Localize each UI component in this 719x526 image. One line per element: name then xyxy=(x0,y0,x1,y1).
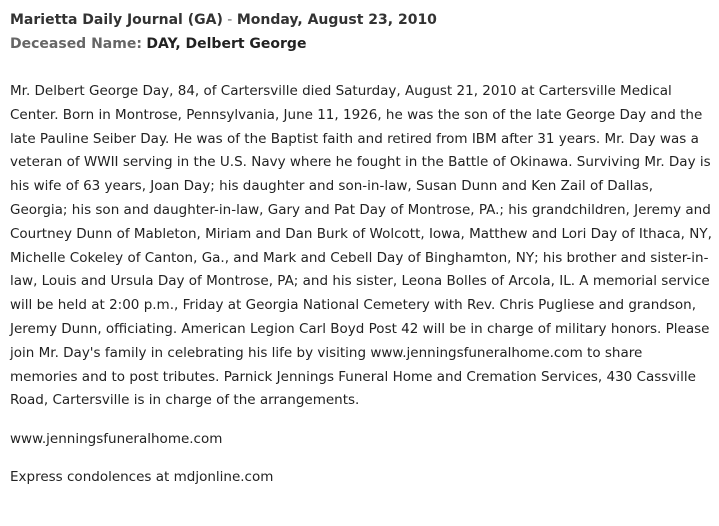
deceased-name-value: DAY, Delbert George xyxy=(146,36,307,52)
deceased-name-line xyxy=(10,32,712,56)
obituary-body: Mr. Delbert George Day, 84, of Cartersville died Saturday, August 21, 2010 at Cartersville Medical Center. Born in Montrose, Pennsylvania, June 11, 1926, he was the son of the late George Day and the late Pauline Seiber Day. He was of the Baptist faith and retired from IBM after 31 years. Mr. Day was a veteran of WWII serving in the U.S. Navy where he fought in the Battle of Okinawa. Surviving Mr. Day is his wife of 63 years, Joan Day; his daughter and son-in-law, Susan Dunn and Ken Zail of Dallas, Georgia; his son and daughter-in-law, Gary and Pat Day of Montrose, PA.; his grandchildren, Jeremy and Courtney Dunn of Mableton, Miriam and Dan Burk of Wolcott, Iowa, Matthew and Lori Day of Ithaca, NY, Michelle Cokeley of Canton, Ga., and Mark and Cebell Day of Binghamton, NY; his brother and sister-in-law, Louis and Ursula Day of Montrose, PA; and his sister, Leona Bolles of Arcola, IL. A memorial service will be held at 2:00 p.m., Friday at Georgia National Cemetery with Rev. Chris Pugliese and grandson, Jeremy Dunn, officiating. American Legion Carl Boyd Post 42 will be in charge of military honors. Please join Mr. Day's family in celebrating his life by visiting www.jenningsfuneralhome.com to share memories and to post tributes. Parnick Jennings Funeral Home and Cremation Services, 430 Cassville Road, Cartersville is in charge of the arrangements. xyxy=(10,83,712,409)
obituary-page xyxy=(10,8,712,489)
header-separator: - xyxy=(222,12,237,28)
deceased-name-label: Deceased Name: xyxy=(10,36,142,52)
publication-date: Monday, August 23, 2010 xyxy=(236,12,437,28)
condolences-line: Express condolences at mdjonline.com xyxy=(10,469,274,486)
publication-header xyxy=(10,8,712,32)
publication-name: Marietta Daily Journal (GA) xyxy=(10,12,223,28)
funeral-home-website: www.jenningsfuneralhome.com xyxy=(10,431,223,448)
